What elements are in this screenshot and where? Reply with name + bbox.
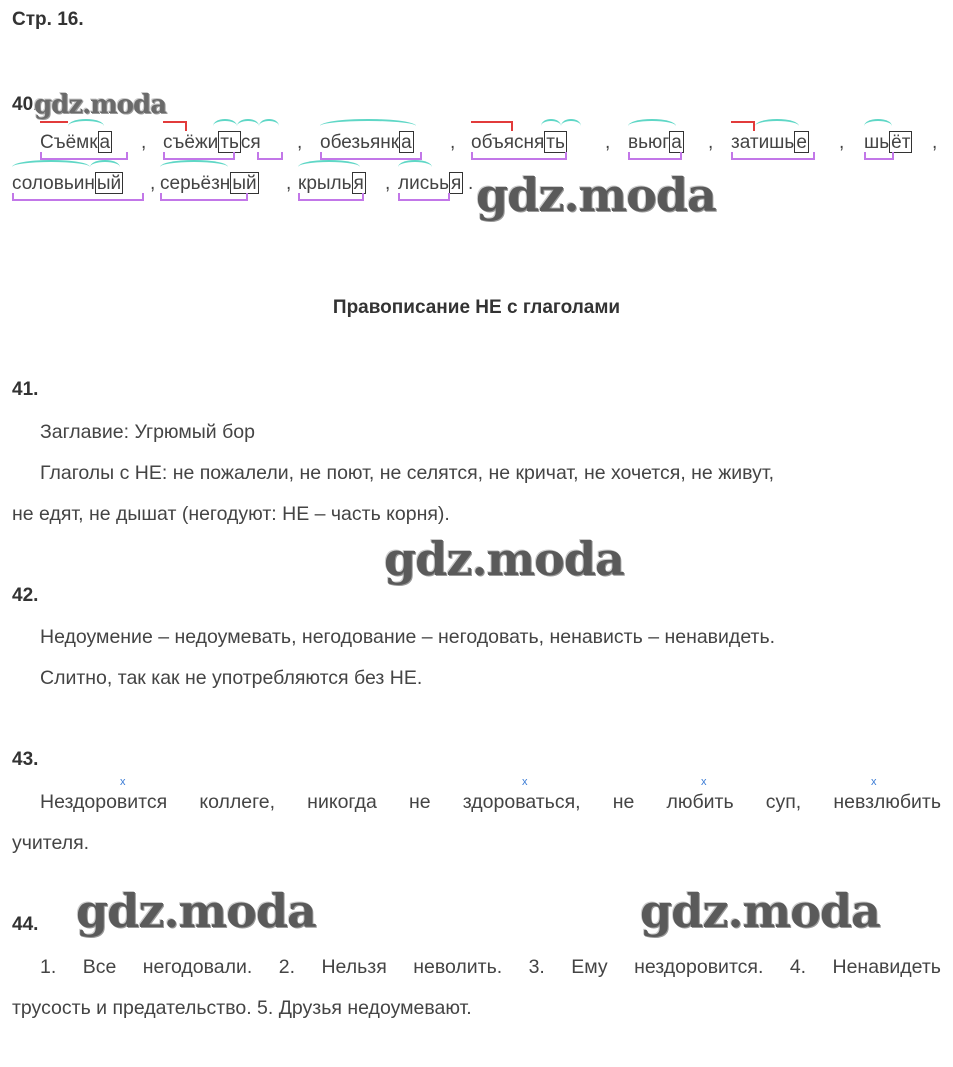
word: неволить.	[413, 956, 503, 978]
ending-box: а	[99, 132, 111, 153]
word-solovyiny	[12, 172, 123, 198]
word-obyasnyat	[471, 131, 567, 157]
word-text: серьёзн	[160, 173, 231, 194]
watermark: gdz.moda	[76, 884, 316, 938]
comma: ,	[286, 173, 292, 194]
word: 1.	[40, 956, 57, 978]
word: Нездоровится	[40, 791, 168, 813]
comma: ,	[450, 132, 456, 153]
word: суп,	[765, 791, 802, 813]
comma: ,	[605, 132, 611, 153]
word: Ему	[571, 956, 608, 978]
task-40-number: 40.	[12, 94, 39, 115]
word-text: объясня	[471, 132, 545, 153]
stress-mark: x	[701, 776, 707, 788]
watermark: gdz.moda	[34, 90, 167, 120]
ending-box: а	[401, 132, 412, 153]
word: не	[409, 791, 431, 813]
word: любить	[666, 791, 734, 813]
word-text: крыль	[298, 173, 352, 194]
word-text: лисьь	[398, 173, 449, 194]
comma: ,	[708, 132, 714, 153]
ending-box: е	[796, 132, 807, 153]
task-42-line: Слитно, так как не употребляются без НЕ.	[40, 667, 423, 689]
word-text: вьюг	[628, 132, 670, 153]
word: Нельзя	[321, 956, 387, 978]
word: никогда	[307, 791, 377, 813]
task-43-line	[40, 791, 941, 814]
ending-box: я	[451, 173, 462, 194]
task-41-line: не едят, не дышат (негодуют: НЕ – часть корня).	[12, 503, 450, 525]
word-lisya	[398, 172, 463, 198]
ending-box: ый	[232, 173, 257, 194]
ending-box: я	[353, 173, 364, 194]
watermark: gdz.moda	[476, 168, 716, 222]
comma: ,	[932, 132, 938, 153]
word: нездоровится.	[634, 956, 764, 978]
word-text: затишь	[731, 132, 795, 153]
watermark: gdz.moda	[384, 532, 624, 586]
word-text: шь	[864, 132, 890, 153]
task-41-line: Глаголы с НЕ: не пожалели, не поют, не селятся, не кричат, не хочется, не живут,	[40, 462, 775, 484]
word-syomka	[40, 131, 112, 157]
word-text: обезьянк	[320, 132, 400, 153]
ending-box: ть	[546, 132, 565, 153]
task-41-number: 41.	[12, 379, 39, 400]
page-header: Стр. 16.	[12, 9, 84, 30]
word: 2.	[278, 956, 296, 978]
word-obezyanka	[320, 131, 414, 157]
word-seryozny	[160, 172, 259, 198]
word: не	[612, 791, 635, 813]
word: невзлюбить	[833, 791, 941, 813]
word-syozhitsya	[163, 131, 261, 157]
task-43-number: 43.	[12, 749, 39, 770]
word-zatishye	[731, 131, 809, 157]
word-text: соловьин	[12, 173, 95, 194]
watermark: gdz.moda	[640, 884, 880, 938]
comma: ,	[385, 173, 391, 194]
word: 4.	[789, 956, 807, 978]
stress-mark: x	[120, 776, 126, 788]
comma: ,	[141, 132, 147, 153]
task-44-line	[40, 956, 941, 979]
period: .	[468, 173, 474, 194]
task-41-line: Заглавие: Угрюмый бор	[40, 421, 255, 443]
word: здороваться,	[462, 791, 581, 813]
ending-box: а	[671, 132, 682, 153]
ending-box: ый	[96, 173, 122, 194]
task-42-line: Недоумение – недоумевать, негодование – негодовать, ненависть – ненавидеть.	[40, 626, 776, 648]
ending-box: ть	[220, 132, 239, 153]
word: 3.	[528, 956, 545, 978]
task-44-line: трусость и предательство. 5. Друзья недоумевают.	[12, 997, 472, 1019]
task-43-line: учителя.	[12, 832, 90, 854]
word: Ненавидеть	[832, 956, 941, 978]
task-42-number: 42.	[12, 585, 39, 606]
word-vyuga	[628, 131, 684, 157]
word-text: ся	[240, 132, 261, 153]
word: коллеге,	[199, 791, 276, 813]
word: негодовали.	[142, 956, 253, 978]
comma: ,	[297, 132, 303, 153]
word-krylya	[298, 172, 366, 198]
stress-mark: x	[871, 776, 877, 788]
comma: ,	[150, 173, 156, 194]
task-44-number: 44.	[12, 914, 39, 935]
word-text: Съёмк	[40, 132, 98, 153]
word-text: съёжи	[163, 132, 219, 153]
stress-mark: x	[522, 776, 528, 788]
ending-box: ёт	[891, 132, 911, 153]
word-shyot	[864, 131, 912, 157]
word: Все	[82, 956, 117, 978]
comma: ,	[839, 132, 845, 153]
section-title: Правописание НЕ с глаголами	[332, 297, 621, 318]
